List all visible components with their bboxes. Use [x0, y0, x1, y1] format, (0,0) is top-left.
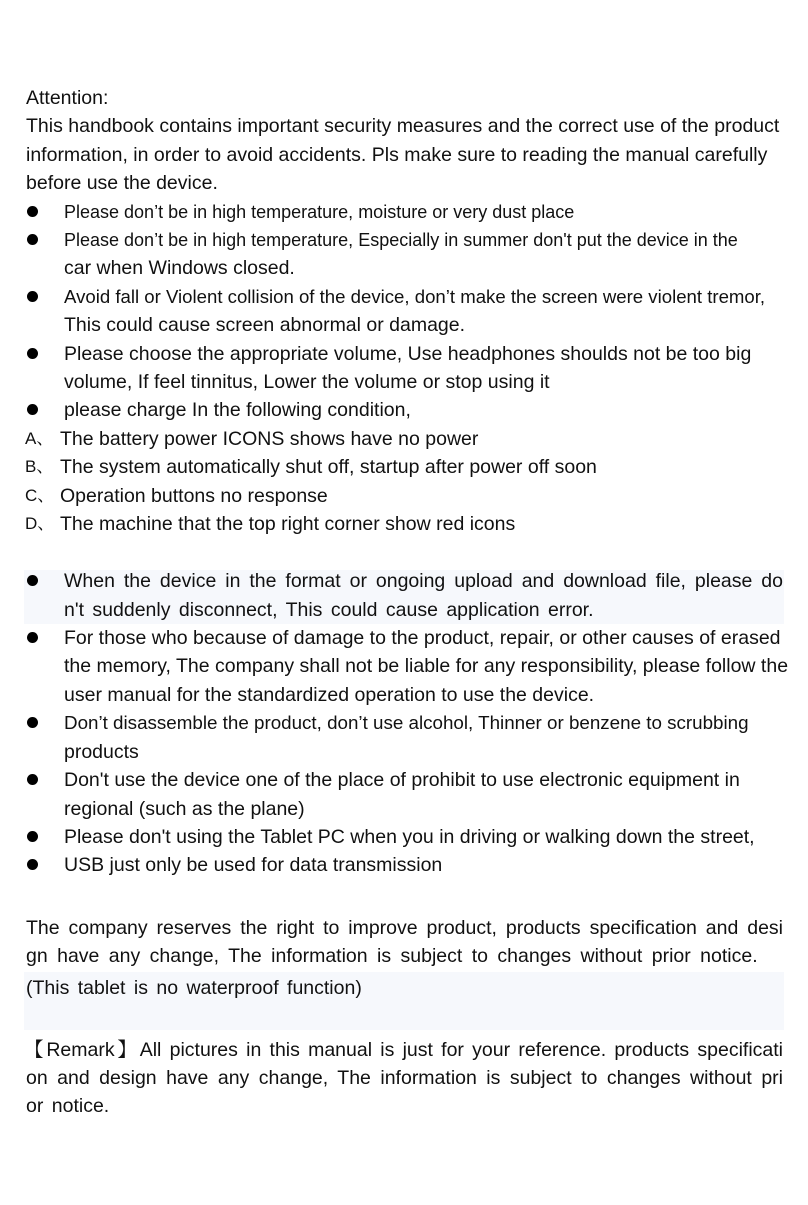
notice-line-2: gn have any change, The information is subject to changes without prior notice.	[26, 945, 758, 967]
condition-label-d: D、	[25, 514, 55, 533]
bullet-b4-line-2: regional (such as the plane)	[64, 798, 305, 820]
bullet-b6-line-1: USB just only be used for data transmission	[64, 854, 443, 876]
bullet-a4-line-1: Please choose the appropriate volume, Use headphones shoulds not be too big	[64, 343, 752, 365]
bullet-dot	[27, 348, 38, 359]
remark-line-1: 【Remark】All pictures in this manual is just for your reference. products specificati	[24, 1039, 783, 1061]
bullet-dot	[27, 632, 38, 643]
bullet-b1-line-1: When the device in the format or ongoing upload and download file, please do	[64, 570, 783, 592]
bullet-dot	[27, 234, 38, 245]
bullet-dot	[27, 291, 38, 302]
bullet-b2-line-1: For those who because of damage to the product, repair, or other causes of erased	[64, 627, 781, 649]
bullet-dot	[27, 831, 38, 842]
bullet-b3-line-2: products	[64, 741, 139, 763]
bullet-dot	[27, 717, 38, 728]
bullet-dot	[27, 859, 38, 870]
bullet-a1-line-1: Please don’t be in high temperature, moisture or very dust place	[64, 202, 575, 222]
condition-text-b: The system automatically shut off, startup after power off soon	[60, 456, 597, 478]
intro-line-1: This handbook contains important security measures and the correct use of the product	[26, 115, 780, 137]
remark-line-3: or notice.	[26, 1095, 110, 1117]
bullet-b1-line-2: n't suddenly disconnect, This could cause application error.	[64, 599, 594, 621]
bullet-b4-line-1: Don't use the device one of the place of prohibit to use electronic equipment in	[64, 769, 740, 791]
remark-line-2: on and design have any change, The information is subject to changes without pri	[26, 1067, 783, 1089]
intro-line-2: information, in order to avoid accidents. Pls make sure to reading the manual carefully	[26, 144, 768, 166]
bullet-b3-line-1: Don’t disassemble the product, don’t use alcohol, Thinner or benzene to scrubbing	[64, 712, 749, 733]
bullet-b5-line-1: Please don't using the Tablet PC when you in driving or walking down the street,	[64, 826, 755, 848]
bullet-b2-line-3: user manual for the standardized operation to use the device.	[64, 684, 595, 706]
notice-line-3: (This tablet is no waterproof function)	[26, 977, 362, 999]
bullet-dot	[27, 575, 38, 586]
condition-text-d: The machine that the top right corner show red icons	[60, 513, 516, 535]
condition-text-c: Operation buttons no response	[60, 485, 328, 507]
bullet-a5-line-1: please charge In the following condition,	[64, 399, 411, 421]
bullet-a2-line-1: Please don’t be in high temperature, Especially in summer don't put the device in the	[64, 230, 738, 250]
bullet-b2-line-2: the memory, The company shall not be liable for any responsibility, please follow the	[64, 655, 789, 677]
bullet-dot	[27, 206, 38, 217]
bullet-a2-line-2: car when Windows closed.	[64, 257, 295, 279]
bullet-a4-line-2: volume, If feel tinnitus, Lower the volume or stop using it	[64, 371, 550, 393]
attention-heading: Attention:	[26, 87, 109, 109]
intro-line-3: before use the device.	[26, 172, 218, 194]
bullet-a3-line-2: This could cause screen abnormal or damage.	[64, 314, 466, 336]
condition-text-a: The battery power ICONS shows have no power	[60, 428, 479, 450]
bullet-dot	[27, 774, 38, 785]
bullet-a3-line-1: Avoid fall or Violent collision of the device, don’t make the screen were violent tremor,	[64, 286, 766, 307]
notice-line-1: The company reserves the right to improve product, products specification and desi	[26, 917, 783, 939]
bullet-dot	[27, 404, 38, 415]
condition-label-b: B、	[25, 457, 54, 476]
condition-label-c: C、	[25, 486, 55, 505]
condition-label-a: A、	[25, 429, 54, 448]
